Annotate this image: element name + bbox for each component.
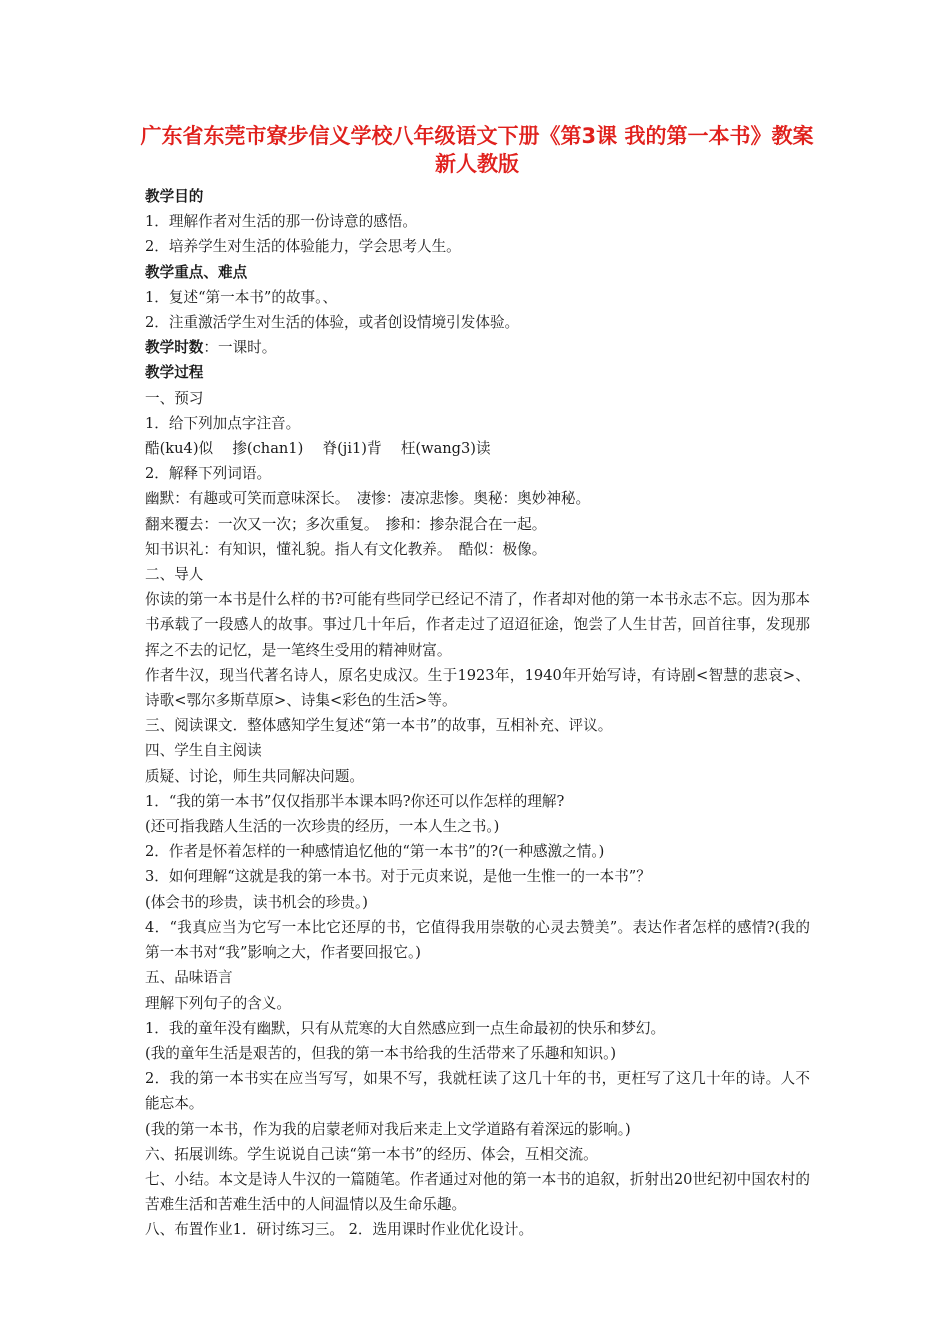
hours-value: ：一课时。 (203, 339, 277, 357)
section-4-title: 四、学生自主阅读 (145, 742, 262, 760)
process-heading: 教学过程 (145, 364, 204, 382)
goals-heading: 教学目的 (145, 188, 204, 205)
document-title: 广东省东莞市寮步信义学校八年级语文下册《第3课 我的第一本书》教案 新人教版 (140, 124, 814, 176)
section-1-title: 一、预习 (145, 389, 204, 407)
section-5-answer-1: (我的童年生活是艰苦的，但我的第一本书给我的生活带来了乐趣和知识。) (145, 1044, 617, 1062)
section-5-intro: 理解下列句子的含义。 (145, 994, 291, 1012)
section-5-answer-2: (我的第一本书，作为我的启蒙老师对我后来走上文学道路有着深远的影响。) (145, 1120, 631, 1138)
section-4-question-4: 4．“我真应当为它写一本比它还厚的书，它值得我用崇敬的心灵去赞美”。表达作者怎样的感情?(我的第一本书对“我”影响之大，作者要回报它。) (145, 918, 810, 962)
key-point-2: 2．注重激活学生对生活的体验，或者创设情境引发体验。 (145, 314, 520, 332)
section-4-question-1: 1．“我的第一本书”仅仅指那半本课本吗?你还可以作怎样的理解? (145, 792, 565, 810)
section-2-paragraph-1: 你读的第一本书是什么样的书?可能有些同学已经记不清了，作者却对他的第一本书永志不忘。因为那本书承载了一段感人的故事。事过几十年后，作者走过了迢迢征途，饱尝了人生甘苦，回首往事，发现那挥之不去的记忆，是一笔终生受用的精神财富。 (145, 591, 810, 659)
section-3-title: 三、阅读课文．整体感知学生复述“第一本书”的故事，互相补充、评议。 (145, 717, 613, 735)
section-2-paragraph-2: 作者牛汉，现当代著名诗人，原名史成汉。生于1923年，1940年开始写诗，有诗剧<智慧的悲哀>、诗歌<鄂尔多斯草原>、诗集<彩色的生活>等。 (145, 666, 810, 710)
section-4-intro: 质疑、讨论，师生共同解决问题。 (145, 767, 364, 785)
section-1-definition-2: 翻来覆去：一次又一次；多次重复。 掺和：掺杂混合在一起。 (145, 515, 547, 533)
section-1-definition-1: 幽默：有趣或可笑而意味深长。 凄惨：凄凉悲惨。奥秘：奥妙神秘。 (145, 490, 591, 508)
section-1-definition-3: 知书识礼：有知识，懂礼貌。指人有文化教养。 酷似：极像。 (145, 540, 547, 558)
section-7-title: 七、小结。本文是诗人牛汉的一篇随笔。作者通过对他的第一本书的追叙，折射出20世纪初中国农村的苦难生活和苦难生活中的人间温情以及生命乐趣。 (145, 1170, 810, 1214)
section-1-pinyin: 酷(ku4)似 掺(chan1) 脊(ji1)背 枉(wang3)读 (145, 440, 491, 458)
teaching-hours (145, 335, 810, 360)
key-point-1: 1．复述“第一本书”的故事。、 (145, 288, 338, 306)
section-5-question-2: 2．我的第一本书实在应当写写，如果不写，我就枉读了这几十年的书，更枉写了这几十年的诗。人不能忘本。 (145, 1070, 810, 1113)
section-4-question-3: 3．如何理解“这就是我的第一本书。对于元贞来说，是他一生惟一的一本书”？ (145, 868, 651, 886)
section-5-title: 五、品味语言 (145, 969, 233, 987)
section-8-title: 八、布置作业1．研讨练习三。 2．选用课时作业优化设计。 (145, 1221, 534, 1239)
key-heading: 教学重点、难点 (145, 263, 248, 281)
section-4-answer-3: (体会书的珍贵，读书机会的珍贵。) (145, 893, 368, 911)
goal-1: 1．理解作者对生活的那一份诗意的感悟。 (145, 213, 417, 231)
section-5-question-1: 1．我的童年没有幽默，只有从荒寒的大自然感应到一点生命最初的快乐和梦幻。 (145, 1019, 666, 1037)
section-4-question-2: 2．作者是怀着怎样的一种感情追忆他的“第一本书”的?(一种感激之情。) (145, 843, 605, 861)
section-2-title: 二、导人 (145, 566, 204, 584)
hours-label: 教学时数 (145, 339, 204, 357)
document-page (140, 122, 814, 1243)
section-6-title: 六、拓展训练。学生说说自己读“第一本书”的经历、体会，互相交流。 (145, 1145, 598, 1163)
section-1-question-2: 2．解释下列词语。 (145, 465, 272, 483)
goal-2: 2．培养学生对生活的体验能力，学会思考人生。 (145, 238, 461, 256)
section-1-question-1: 1．给下列加点字注音。 (145, 414, 301, 432)
section-4-answer-1: (还可指我踏人生活的一次珍贵的经历，一本人生之书。) (145, 818, 500, 836)
